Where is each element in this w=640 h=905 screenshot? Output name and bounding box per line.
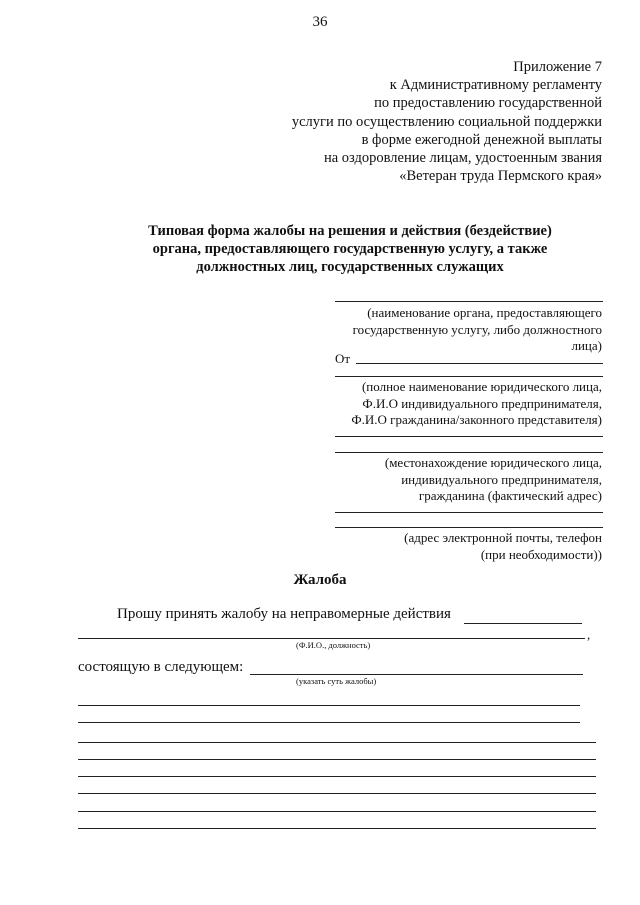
title-line: должностных лиц, государственных служащих xyxy=(196,259,504,275)
official-field-line-2[interactable] xyxy=(78,638,585,639)
request-text: Прошу принять жалобу на неправомерные действия xyxy=(117,606,451,622)
location-caption xyxy=(385,455,602,505)
location-field-line-2[interactable] xyxy=(335,452,603,453)
organ-name-caption xyxy=(353,305,602,355)
appendix-note xyxy=(292,58,602,185)
caption-line: (адрес электронной почты, телефон xyxy=(404,530,602,545)
organ-name-field[interactable] xyxy=(335,301,603,302)
from-field[interactable] xyxy=(356,363,603,364)
caption-line: лица) xyxy=(571,338,602,353)
complaint-heading: Жалоба xyxy=(293,572,347,588)
caption-line: (полное наименование юридического лица, xyxy=(361,379,602,394)
appendix-line: в форме ежегодной денежной выплаты xyxy=(361,131,602,148)
appendix-line: «Ветеран труда Пермского края» xyxy=(399,168,602,185)
contact-caption xyxy=(404,530,602,563)
essence-caption: (указать суть жалобы) xyxy=(296,676,377,686)
official-field[interactable] xyxy=(464,623,582,624)
location-field[interactable] xyxy=(335,436,603,437)
appendix-line: по предоставлению государственной xyxy=(374,95,602,112)
essence-line[interactable] xyxy=(78,828,596,829)
essence-line[interactable] xyxy=(78,811,596,812)
essence-line[interactable] xyxy=(78,759,596,760)
title-line: Типовая форма жалобы на решения и действия (бездействие) xyxy=(148,223,552,239)
essence-line[interactable] xyxy=(78,705,580,706)
title-line: органа, предоставляющего государственную услугу, а также xyxy=(152,241,548,257)
essence-line[interactable] xyxy=(78,776,596,777)
comma: , xyxy=(587,627,591,642)
essence-line[interactable] xyxy=(78,722,580,723)
consisting-label: состоящую в следующем: xyxy=(78,659,244,675)
from-label: От xyxy=(335,351,351,366)
caption-line: Ф.И.О гражданина/законного представителя) xyxy=(351,412,602,427)
appendix-line: Приложение 7 xyxy=(513,59,602,75)
caption-line: индивидуального предпринимателя, xyxy=(401,471,602,487)
essence-field[interactable] xyxy=(250,674,583,675)
form-title xyxy=(70,222,630,276)
caption-line: государственную услугу, либо должностного xyxy=(352,321,602,337)
caption-line: (при необходимости)) xyxy=(480,546,602,562)
essence-line[interactable] xyxy=(78,793,596,794)
caption-line: Ф.И.О индивидуального предпринимателя, xyxy=(362,395,602,411)
applicant-caption xyxy=(351,379,602,429)
caption-line: гражданина (фактический адрес) xyxy=(418,488,602,503)
appendix-line: к Административному регламенту xyxy=(389,77,602,94)
caption-line: (местонахождение юридического лица, xyxy=(384,455,602,470)
from-field-line-2[interactable] xyxy=(335,376,603,377)
essence-line[interactable] xyxy=(78,742,596,743)
appendix-line: на оздоровление лицам, удостоенным звания xyxy=(323,150,602,167)
official-caption: (Ф.И.О., должность) xyxy=(296,640,371,650)
appendix-line: услуги по осуществлению социальной поддержки xyxy=(291,113,602,130)
page-number: 36 xyxy=(312,14,328,30)
contact-field-line-2[interactable] xyxy=(335,527,603,528)
caption-line: (наименование органа, предоставляющего xyxy=(367,305,602,320)
contact-field[interactable] xyxy=(335,512,603,513)
